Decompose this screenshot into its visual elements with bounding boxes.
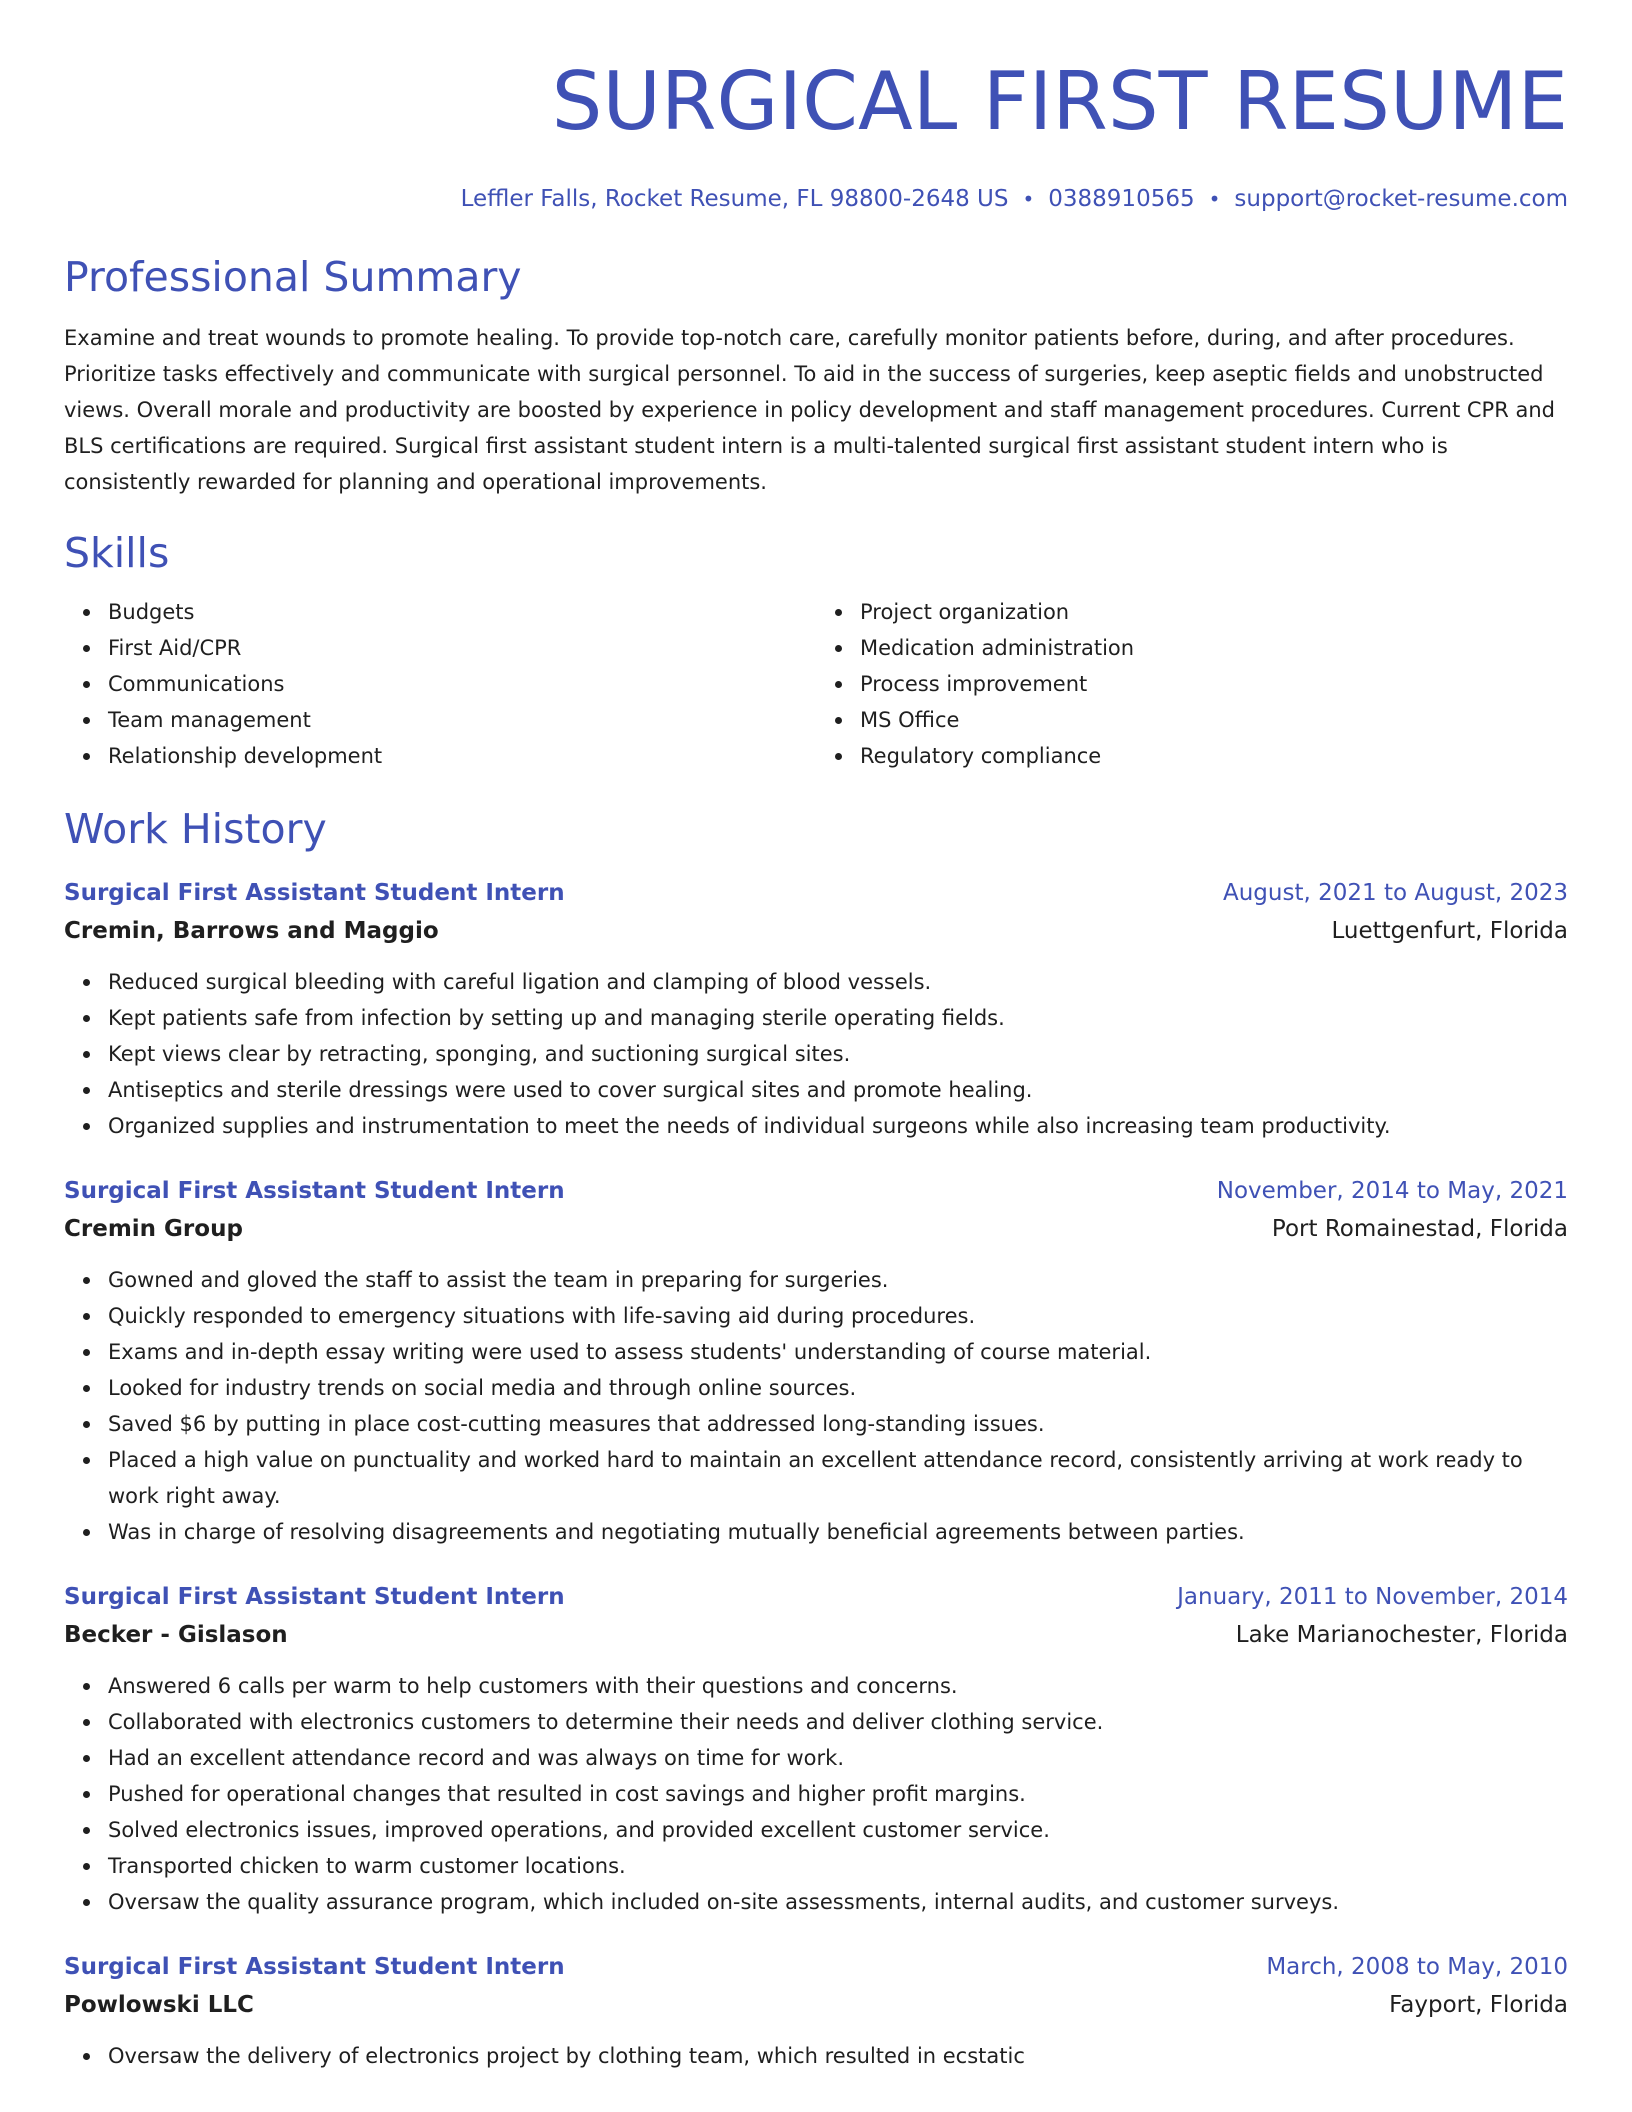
job-bullet-list bbox=[64, 1668, 1568, 1920]
job-bullet: Transported chicken to warm customer locations. bbox=[108, 1848, 1568, 1884]
skill-item: MS Office bbox=[860, 702, 1568, 738]
contact-line bbox=[64, 182, 1568, 216]
job-dates: November, 2014 to May, 2021 bbox=[1216, 1178, 1568, 1204]
job-bullet: Had an excellent attendance record and was always on time for work. bbox=[108, 1740, 1568, 1776]
job-bullet: Placed a high value on punctuality and worked hard to maintain an excellent attendance record, consistently arriving at work ready to work right away. bbox=[108, 1442, 1568, 1514]
job-bullet: Organized supplies and instrumentation to meet the needs of individual surgeons while also increasing team productivity. bbox=[108, 1108, 1568, 1144]
contact-separator: • bbox=[1208, 187, 1221, 211]
resume-page bbox=[64, 0, 1568, 2074]
job-title: Surgical First Assistant Student Intern bbox=[64, 1954, 565, 1980]
job-location: Fayport, Florida bbox=[1389, 1992, 1568, 2018]
job-bullet: Quickly responded to emergency situations with life-saving aid during procedures. bbox=[108, 1298, 1568, 1334]
work-history-section bbox=[64, 804, 1568, 2074]
job-bullet: Answered 6 calls per warm to help customers with their questions and concerns. bbox=[108, 1668, 1568, 1704]
job-company: Becker - Gislason bbox=[64, 1622, 288, 1648]
job-title: Surgical First Assistant Student Intern bbox=[64, 880, 565, 906]
job-dates: January, 2011 to November, 2014 bbox=[1177, 1584, 1568, 1610]
skill-item: Project organization bbox=[860, 594, 1568, 630]
job-bullet: Looked for industry trends on social media and through online sources. bbox=[108, 1370, 1568, 1406]
summary-text: Examine and treat wounds to promote healing. To provide top-notch care, carefully monitor patients before, during, and after procedures. Prioritize tasks effectively and communicate with surgical personnel. To aid in the success of surgeries, keep aseptic fields and unobstructed views. Overall morale and productivity are boosted by experience in policy development and staff management procedures. Current CPR and BLS certifications are required. Surgical first assistant student intern is a multi-talented surgical first assistant student intern who is consistently rewarded for planning and operational improvements. bbox=[64, 326, 1555, 494]
job-bullet: Pushed for operational changes that resulted in cost savings and higher profit margins. bbox=[108, 1776, 1568, 1812]
contact-phone: 0388910565 bbox=[1048, 186, 1195, 212]
job-company-row bbox=[64, 912, 1568, 950]
job-bullet-list bbox=[64, 964, 1568, 1144]
job-title-row bbox=[64, 1172, 1568, 1210]
job-bullet-list bbox=[64, 1262, 1568, 1550]
skill-item: Process improvement bbox=[860, 666, 1568, 702]
job-bullet: Antiseptics and sterile dressings were used to cover surgical sites and promote healing. bbox=[108, 1072, 1568, 1108]
job-location: Luettgenfurt, Florida bbox=[1331, 918, 1568, 944]
job-bullet: Exams and in-depth essay writing were used to assess students' understanding of course material. bbox=[108, 1334, 1568, 1370]
job-dates: March, 2008 to May, 2010 bbox=[1266, 1954, 1568, 1980]
job-location: Lake Marianochester, Florida bbox=[1235, 1622, 1568, 1648]
skills-column-right bbox=[816, 594, 1568, 774]
job-title-row bbox=[64, 1948, 1568, 1986]
job-bullet: Collaborated with electronics customers to determine their needs and deliver clothing service. bbox=[108, 1704, 1568, 1740]
job-bullet: Kept views clear by retracting, sponging, and suctioning surgical sites. bbox=[108, 1036, 1568, 1072]
resume-title: SURGICAL FIRST RESUME bbox=[551, 55, 1568, 148]
skill-item: Regulatory compliance bbox=[860, 738, 1568, 774]
job-bullet-list bbox=[64, 2038, 1568, 2074]
section-heading-work-history: Work History bbox=[64, 805, 327, 853]
job-title-row bbox=[64, 1578, 1568, 1616]
skills-grid bbox=[64, 594, 1568, 774]
job-bullet: Oversaw the quality assurance program, which included on-site assessments, internal audits, and customer surveys. bbox=[108, 1884, 1568, 1920]
job-company-row bbox=[64, 1616, 1568, 1654]
contact-address: Leffler Falls, Rocket Resume, FL 98800-2648 US bbox=[460, 186, 1009, 212]
job-company-row bbox=[64, 1210, 1568, 1248]
skill-item: Budgets bbox=[108, 594, 816, 630]
skill-item: Medication administration bbox=[860, 630, 1568, 666]
job-entry bbox=[64, 874, 1568, 1144]
job-entry bbox=[64, 1578, 1568, 1920]
job-dates: August, 2021 to August, 2023 bbox=[1223, 880, 1568, 906]
job-location: Port Romainestad, Florida bbox=[1271, 1216, 1568, 1242]
skill-item: Relationship development bbox=[108, 738, 816, 774]
skill-item: First Aid/CPR bbox=[108, 630, 816, 666]
skill-item: Communications bbox=[108, 666, 816, 702]
professional-summary-section bbox=[64, 252, 1568, 500]
job-company-row bbox=[64, 1986, 1568, 2024]
section-heading-summary: Professional Summary bbox=[64, 253, 522, 301]
skills-section bbox=[64, 528, 1568, 774]
job-company: Powlowski LLC bbox=[64, 1992, 254, 2018]
job-title: Surgical First Assistant Student Intern bbox=[64, 1584, 565, 1610]
skills-column-left bbox=[64, 594, 816, 774]
job-bullet: Saved $6 by putting in place cost-cutting measures that addressed long-standing issues. bbox=[108, 1406, 1568, 1442]
job-bullet: Kept patients safe from infection by setting up and managing sterile operating fields. bbox=[108, 1000, 1568, 1036]
job-title-row bbox=[64, 874, 1568, 912]
job-bullet: Was in charge of resolving disagreements and negotiating mutually beneficial agreements between parties. bbox=[108, 1514, 1568, 1550]
job-entry bbox=[64, 1172, 1568, 1550]
job-company: Cremin Group bbox=[64, 1216, 243, 1242]
job-bullet: Gowned and gloved the staff to assist the team in preparing for surgeries. bbox=[108, 1262, 1568, 1298]
contact-separator: • bbox=[1022, 187, 1035, 211]
job-bullet: Oversaw the delivery of electronics project by clothing team, which resulted in ecstatic bbox=[108, 2038, 1568, 2074]
resume-header bbox=[64, 0, 1568, 216]
contact-email: support@rocket-resume.com bbox=[1234, 186, 1568, 212]
job-bullet: Solved electronics issues, improved operations, and provided excellent customer service. bbox=[108, 1812, 1568, 1848]
job-company: Cremin, Barrows and Maggio bbox=[64, 918, 439, 944]
job-title: Surgical First Assistant Student Intern bbox=[64, 1178, 565, 1204]
job-entry bbox=[64, 1948, 1568, 2074]
job-bullet: Reduced surgical bleeding with careful ligation and clamping of blood vessels. bbox=[108, 964, 1568, 1000]
section-heading-skills: Skills bbox=[64, 529, 170, 577]
skill-item: Team management bbox=[108, 702, 816, 738]
